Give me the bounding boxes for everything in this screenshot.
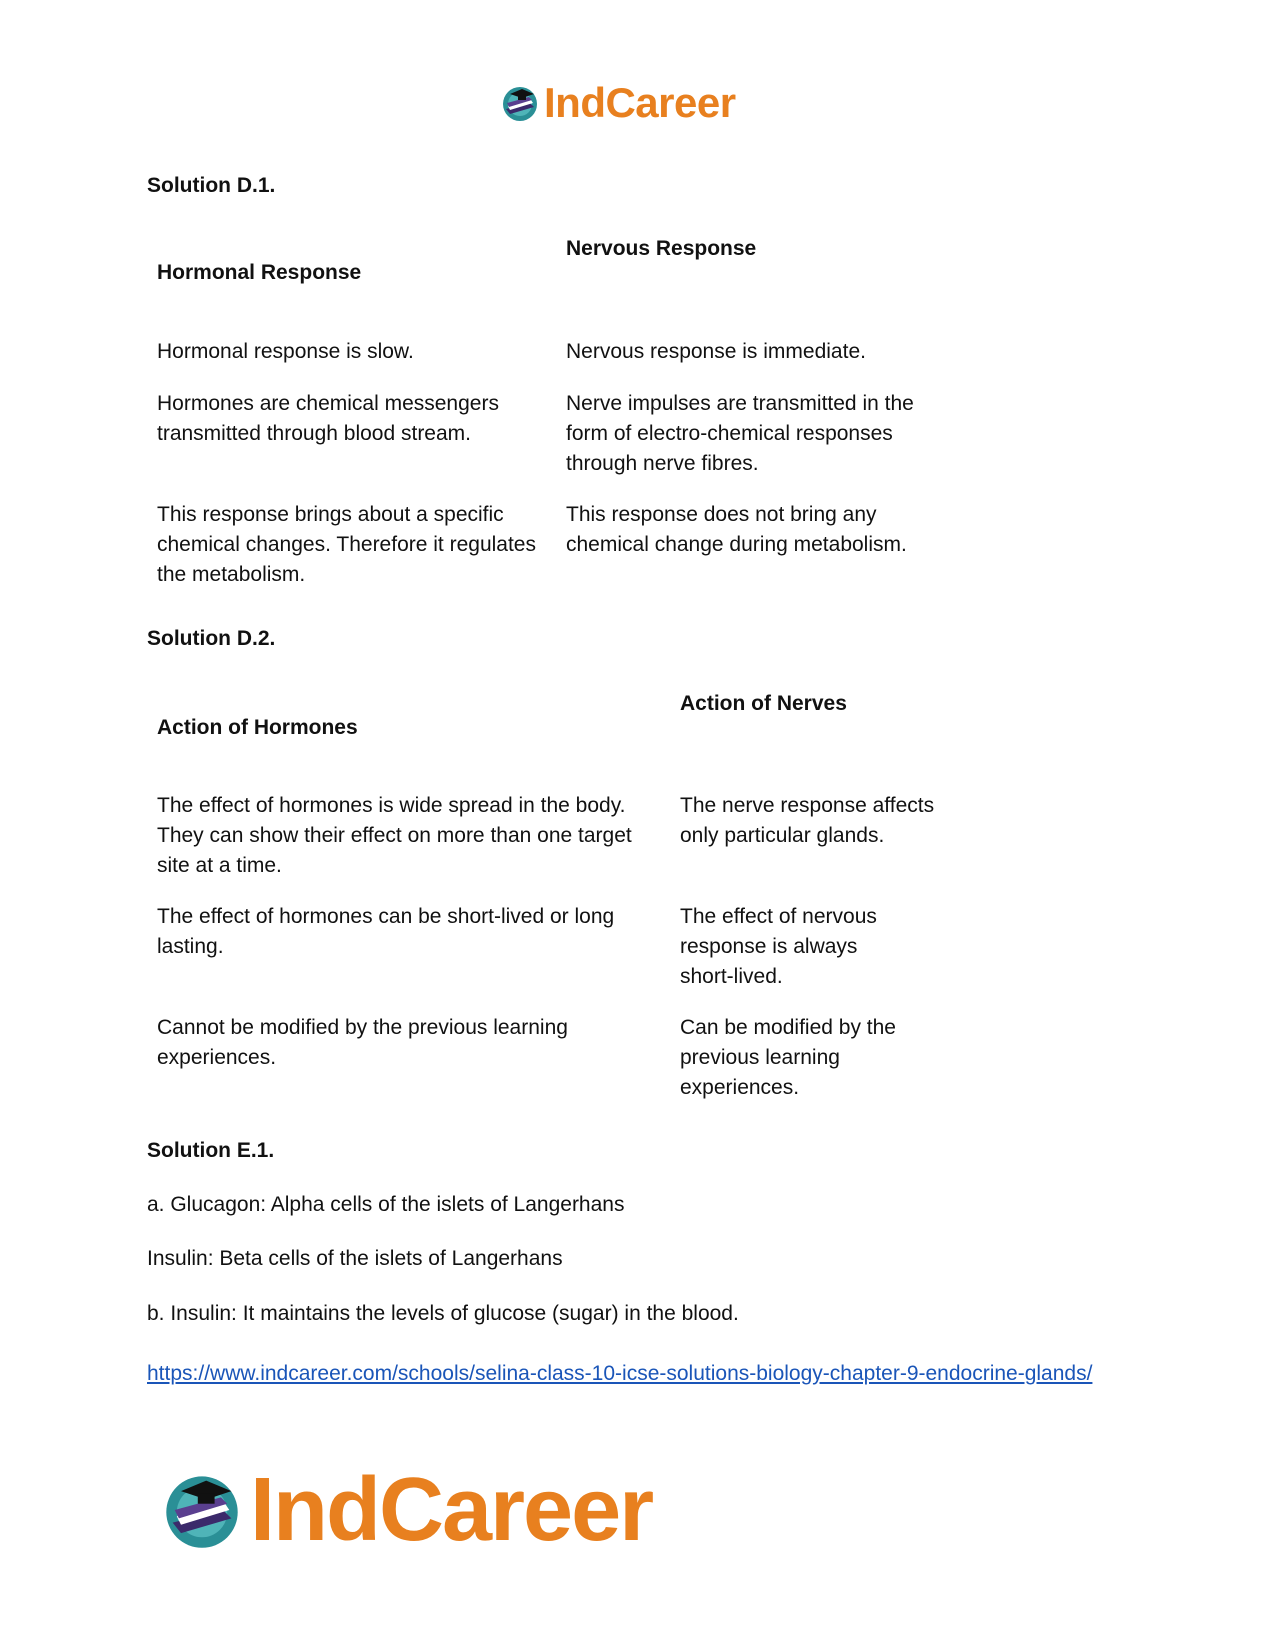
d2-row1-right: The nerve response affects only particular glands. bbox=[680, 794, 935, 847]
d1-row1-right: Nervous response is immediate. bbox=[566, 340, 866, 363]
source-link[interactable]: https://www.indcareer.com/schools/selina-class-10-icse-solutions-biology-chapter-9-endocrine-glands/ bbox=[147, 1362, 1093, 1385]
d2-row2-left: The effect of hormones can be short-lived or long lasting. bbox=[157, 905, 615, 958]
d2-row2-right: The effect of nervous response is always short-lived. bbox=[680, 905, 877, 988]
d1-row2-left: Hormones are chemical messengers transmitted through blood stream. bbox=[157, 392, 499, 445]
d1-row3-left: This response brings about a specific chemical changes. Therefore it regulates the metabolism. bbox=[157, 503, 536, 586]
graduation-book-globe-icon bbox=[500, 83, 540, 123]
d1-row2-right: Nerve impulses are transmitted in the form of electro-chemical responses through nerve fibres. bbox=[566, 392, 914, 475]
d1-row3-right: This response does not bring any chemical change during metabolism. bbox=[566, 503, 907, 556]
logo-text: IndCareer bbox=[544, 79, 736, 126]
action-of-hormones-header: Action of Hormones bbox=[157, 716, 358, 739]
d2-row1-left: The effect of hormones is wide spread in the body. They can show their effect on more than one target site at a time. bbox=[157, 794, 632, 877]
solution-d1-heading: Solution D.1. bbox=[147, 174, 276, 197]
d2-row3-right: Can be modified by the previous learning experiences. bbox=[680, 1016, 896, 1099]
solution-d2-heading: Solution D.2. bbox=[147, 627, 276, 650]
hormonal-response-header: Hormonal Response bbox=[157, 261, 362, 284]
indcareer-logo-bottom bbox=[160, 1460, 720, 1560]
indcareer-logo-top bbox=[500, 78, 780, 128]
e1-line-glucagon: a. Glucagon: Alpha cells of the islets of Langerhans bbox=[147, 1193, 625, 1216]
logo-text: IndCareer bbox=[250, 1459, 653, 1560]
action-of-nerves-header: Action of Nerves bbox=[680, 692, 847, 715]
d1-row1-left: Hormonal response is slow. bbox=[157, 340, 414, 363]
e1-line-insulin-function: b. Insulin: It maintains the levels of glucose (sugar) in the blood. bbox=[147, 1302, 739, 1325]
e1-line-insulin-cells: Insulin: Beta cells of the islets of Langerhans bbox=[147, 1247, 563, 1270]
d2-row3-left: Cannot be modified by the previous learning experiences. bbox=[157, 1016, 568, 1069]
graduation-book-globe-icon bbox=[160, 1468, 244, 1552]
nervous-response-header: Nervous Response bbox=[566, 237, 757, 260]
solution-e1-heading: Solution E.1. bbox=[147, 1139, 275, 1162]
